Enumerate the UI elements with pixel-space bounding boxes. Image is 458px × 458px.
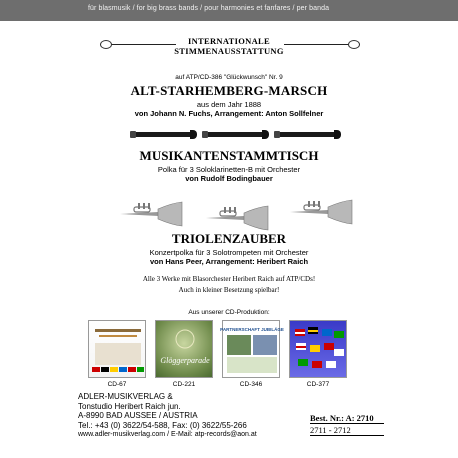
piece2-subtitle: Polka für 3 Soloklarinetten-B mit Orchester <box>157 165 301 174</box>
order-number: Best. Nr.: A: 2710 <box>310 413 374 423</box>
publisher-line: Tel.: +43 (0) 3622/54-588, Fax: (0) 3622/55-266 <box>78 420 247 430</box>
top-banner <box>0 0 458 21</box>
cd-label: CD-377 <box>306 381 330 388</box>
cd-cover-221[interactable] <box>155 320 213 378</box>
piece1-title: ALT-STARHEMBERG-MARSCH <box>130 83 328 98</box>
cd-cover-346-text: PARTNERSCHAFT JUBILÄGE <box>220 327 284 332</box>
piece2-credits: von Rudolf Bodingbauer <box>185 174 273 183</box>
trumpet-images <box>110 195 360 225</box>
trumpet-icon <box>288 199 354 225</box>
note-line1: Alle 3 Werke mit Blasorchester Heribert Raich auf ATP/CDs! <box>142 275 316 283</box>
clarinet-icon <box>206 132 264 137</box>
cd-section-heading: Aus unserer CD-Produktion: <box>188 309 270 316</box>
piece1-cd-reference: auf ATP/CD-386 "Glückwunsch" Nr. 9 <box>175 74 283 81</box>
clarinet-images <box>128 128 338 142</box>
cd-cover-346[interactable] <box>220 320 284 378</box>
cd-cover-221-text: Glöggerparade <box>160 356 210 365</box>
order-number-rule <box>310 423 384 424</box>
publisher-line: www.adler-musikverlag.com / E-Mail: atp-records@aon.at <box>78 431 257 438</box>
clarinet-icon <box>134 132 192 137</box>
cd-label: CD-221 <box>172 381 196 388</box>
cd-cover-art-icon <box>156 321 214 379</box>
sheet-page <box>60 21 398 458</box>
piece2-title: MUSIKANTENSTAMMTISCH <box>139 148 319 163</box>
header-block <box>60 33 398 63</box>
cd-cover-art-icon <box>290 321 348 379</box>
publisher-line: Tonstudio Heribert Raich jun. <box>78 401 181 411</box>
header-line2: STIMMENAUSSTATTUNG <box>174 46 284 56</box>
cd-cover-art-icon <box>220 321 284 379</box>
piece3-subtitle: Konzertpolka für 3 Solotrompeten mit Orchester <box>149 248 309 257</box>
publisher-line: A-8990 BAD AUSSEE / AUSTRIA <box>78 411 198 420</box>
clarinet-icon <box>278 132 336 137</box>
order-range: 2711 - 2712 <box>310 425 351 435</box>
cd-label: CD-346 <box>239 381 263 388</box>
piece3-credits: von Hans Peer, Arrangement: Heribert Raich <box>149 257 309 266</box>
cd-cover-377[interactable] <box>289 320 347 378</box>
piece3-title: TRIOLENZAUBER <box>171 231 287 246</box>
cd-cover-art-icon <box>89 321 147 379</box>
publisher-line: ADLER-MUSIKVERLAG & <box>78 392 173 401</box>
order-range-rule <box>310 435 384 436</box>
top-banner-text: für blasmusik / for big brass bands / pour harmonies et fanfares / per banda <box>88 5 330 12</box>
trumpet-icon <box>118 201 184 227</box>
note-line2: Auch in kleiner Besetzung spielbar! <box>178 286 280 294</box>
cd-label: CD-67 <box>107 381 127 388</box>
header-line1: INTERNATIONALE <box>188 36 270 46</box>
publisher-info <box>78 392 257 440</box>
piece1-credits: von Johann N. Fuchs, Arrangement: Anton Sollfelner <box>134 109 324 118</box>
piece1-year: aus dem Jahr 1888 <box>196 100 262 109</box>
cd-cover-67[interactable] <box>88 320 146 378</box>
trumpet-icon <box>204 205 270 231</box>
